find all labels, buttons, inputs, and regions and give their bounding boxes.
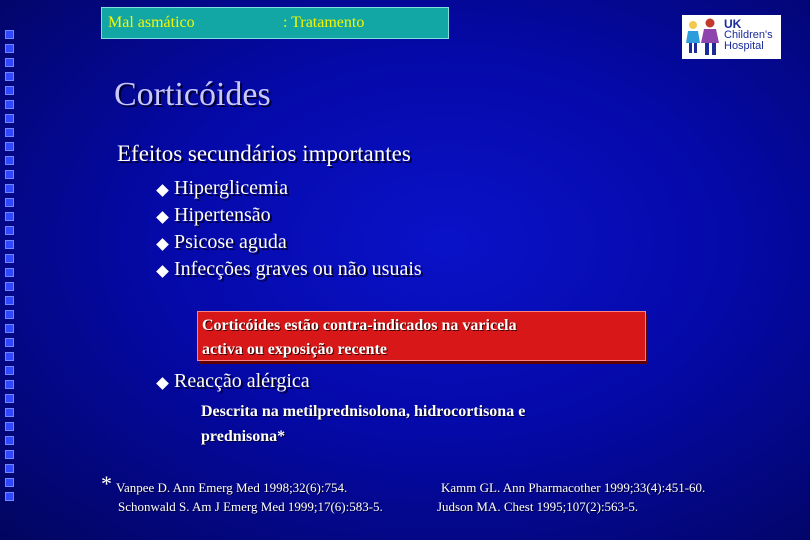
strip-square (5, 324, 14, 333)
strip-square (5, 464, 14, 473)
diamond-bullet-icon (156, 211, 169, 224)
header-subject: Mal asmático (108, 14, 195, 31)
diamond-bullet-icon (156, 377, 169, 390)
logo-text-line3: Hospital (724, 40, 764, 52)
side-effects-list (156, 177, 422, 285)
strip-square (5, 30, 14, 39)
reference-left-1: Vanpee D. Ann Emerg Med 1998;32(6):754. (116, 480, 348, 495)
allergic-reaction-label: Reacção alérgica (174, 370, 310, 392)
strip-square (5, 86, 14, 95)
strip-square (5, 128, 14, 137)
strip-square (5, 422, 14, 431)
strip-square (5, 352, 14, 361)
header-topic: : Tratamento (283, 14, 365, 31)
strip-square (5, 156, 14, 165)
strip-square (5, 436, 14, 445)
reference-asterisk: * (101, 471, 112, 496)
list-item: Infecções graves ou não usuais (156, 258, 422, 285)
strip-square (5, 240, 14, 249)
strip-square (5, 338, 14, 347)
strip-square (5, 408, 14, 417)
strip-square (5, 142, 14, 151)
slide-title: Corticóides (114, 76, 271, 113)
strip-square (5, 226, 14, 235)
strip-square (5, 478, 14, 487)
strip-square (5, 170, 14, 179)
logo-text-uk: UK (724, 17, 742, 31)
strip-square (5, 492, 14, 501)
contraindication-warning-box (197, 311, 646, 361)
strip-square (5, 72, 14, 81)
strip-square (5, 114, 14, 123)
strip-square (5, 268, 14, 277)
diamond-bullet-icon (156, 238, 169, 251)
children-figures-icon (684, 17, 722, 57)
reference-left-2: Schonwald S. Am J Emerg Med 1999;17(6):583-5. (118, 499, 383, 514)
list-item: Psicose aguda (156, 231, 422, 258)
diamond-bullet-icon (156, 184, 169, 197)
list-item: Hipertensão (156, 204, 422, 231)
hospital-logo (682, 15, 781, 59)
strip-square (5, 212, 14, 221)
diamond-bullet-icon (156, 265, 169, 278)
header-banner (101, 7, 449, 39)
list-item: Hiperglicemia (156, 177, 422, 204)
strip-square (5, 254, 14, 263)
reaction-note-line-2: prednisona* (201, 428, 286, 445)
strip-square (5, 282, 14, 291)
logo-text-name (724, 30, 780, 52)
strip-square (5, 44, 14, 53)
strip-square (5, 380, 14, 389)
warning-line-1: Corticóides estão contra-indicados na varicela (202, 317, 517, 334)
slide-subtitle: Efeitos secundários importantes (117, 141, 411, 166)
reaction-note-line-1: Descrita na metilprednisolona, hidrocortisona e (201, 403, 526, 420)
strip-square (5, 58, 14, 67)
strip-square (5, 394, 14, 403)
strip-square (5, 100, 14, 109)
reference-right-1: Kamm GL. Ann Pharmacother 1999;33(4):451-60. (441, 480, 706, 495)
logo-text-line2: Children's (724, 29, 773, 41)
strip-square (5, 184, 14, 193)
strip-square (5, 450, 14, 459)
strip-square (5, 198, 14, 207)
warning-line-2: activa ou exposição recente (202, 341, 387, 358)
reference-right-2: Judson MA. Chest 1995;107(2):563-5. (437, 499, 639, 514)
decorative-left-strip (0, 0, 22, 540)
strip-square (5, 366, 14, 375)
allergic-reaction-item (156, 370, 310, 393)
strip-square (5, 296, 14, 305)
strip-square (5, 310, 14, 319)
